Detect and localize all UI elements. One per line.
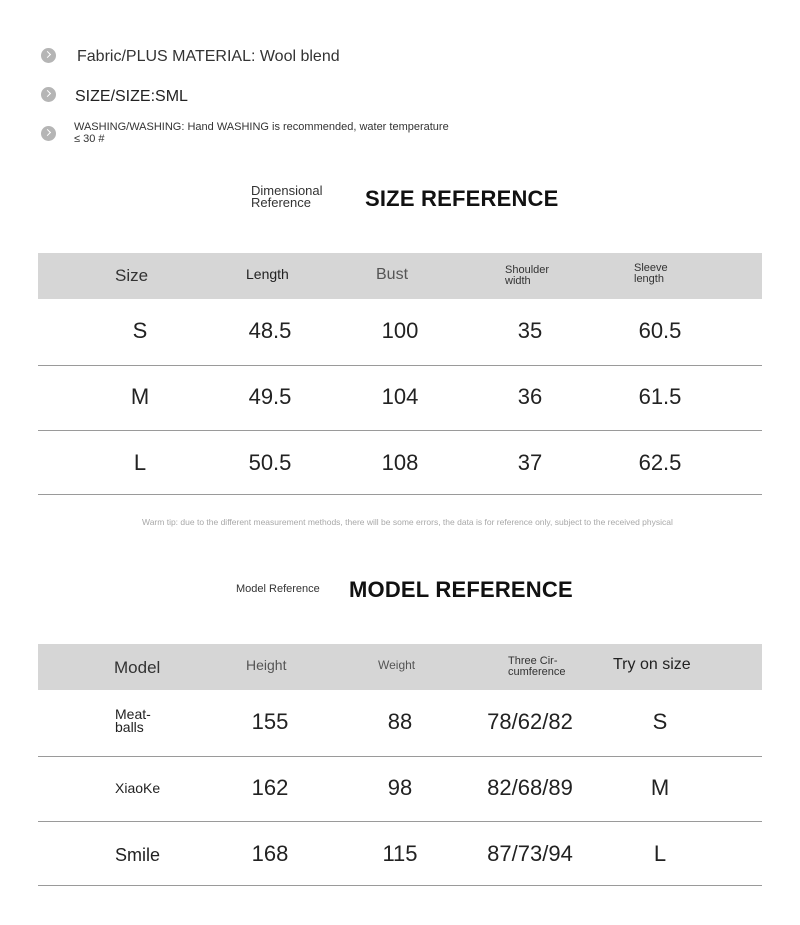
sleeve-cell: 62.5 <box>638 450 682 475</box>
try-size-cell: L <box>653 841 667 866</box>
model-col-header: Model <box>114 658 161 677</box>
height-cell: 155 <box>251 709 289 734</box>
circumference-cell: 82/68/89 <box>487 775 573 800</box>
bullet-icon <box>41 126 56 141</box>
bullet-icon <box>41 48 56 63</box>
length-cell: 48.5 <box>248 318 292 343</box>
size-section-title: SIZE REFERENCE <box>365 186 559 211</box>
circumference-cell: 87/73/94 <box>487 841 573 866</box>
row-divider <box>38 494 762 495</box>
model-name-cell: Meat-balls <box>115 706 151 735</box>
length-col-header: Length <box>246 266 289 282</box>
row-divider <box>38 885 762 886</box>
bust-col-header: Bust <box>376 266 409 283</box>
fabric-info: Fabric/PLUS MATERIAL: Wool blend <box>77 48 340 65</box>
size-cell: M <box>130 384 150 409</box>
washing-info-line1: WASHING/WASHING: Hand WASHING is recommended, water temperature <box>74 121 449 133</box>
sleeve-cell: 60.5 <box>638 318 682 343</box>
washing-info <box>74 121 449 145</box>
length-cell: 50.5 <box>248 450 292 475</box>
model-section-small-title: Model Reference <box>236 583 320 595</box>
row-divider <box>38 365 762 366</box>
weight-cell: 115 <box>382 841 418 866</box>
weight-cell: 98 <box>387 775 413 800</box>
row-divider <box>38 430 762 431</box>
model-name-cell: XiaoKe <box>115 780 161 796</box>
weight-cell: 88 <box>387 709 413 734</box>
model-name-cell: Smile <box>115 845 161 865</box>
sleeve-col-header: Sleeve length <box>634 262 668 285</box>
circumference-cell: 78/62/82 <box>487 709 573 734</box>
weight-col-header: Weight <box>378 658 416 672</box>
try-size-cell: S <box>652 709 668 734</box>
shoulder-cell: 35 <box>517 318 543 343</box>
length-cell: 49.5 <box>248 384 292 409</box>
shoulder-cell: 37 <box>517 450 543 475</box>
bust-cell: 108 <box>381 450 419 475</box>
shoulder-col-header: Shoulder width <box>505 264 550 287</box>
bust-cell: 100 <box>381 318 419 343</box>
size-col-header: Size <box>115 266 149 285</box>
row-divider <box>38 821 762 822</box>
size-section-small-title: Dimensional Reference <box>251 183 323 210</box>
model-section-title: MODEL REFERENCE <box>349 577 573 602</box>
shoulder-cell: 36 <box>517 384 543 409</box>
washing-info-line2: ≤ 30 # <box>74 133 105 145</box>
circumference-col-header: Three Cir-cumference <box>508 655 566 678</box>
height-cell: 162 <box>251 775 289 800</box>
height-cell: 168 <box>251 841 289 866</box>
size-info: SIZE/SIZE:SML <box>75 88 188 105</box>
height-col-header: Height <box>246 657 287 673</box>
bust-cell: 104 <box>381 384 419 409</box>
warm-tip: Warm tip: due to the different measurement methods, there will be some errors, the data is for reference only, subject to the received physical <box>142 517 673 527</box>
sleeve-cell: 61.5 <box>638 384 682 409</box>
bullet-icon <box>41 87 56 102</box>
size-cell: S <box>132 318 148 343</box>
row-divider <box>38 756 762 757</box>
try-size-cell: M <box>650 775 670 800</box>
size-cell: L <box>133 450 147 475</box>
try-size-col-header: Try on size <box>613 656 691 673</box>
